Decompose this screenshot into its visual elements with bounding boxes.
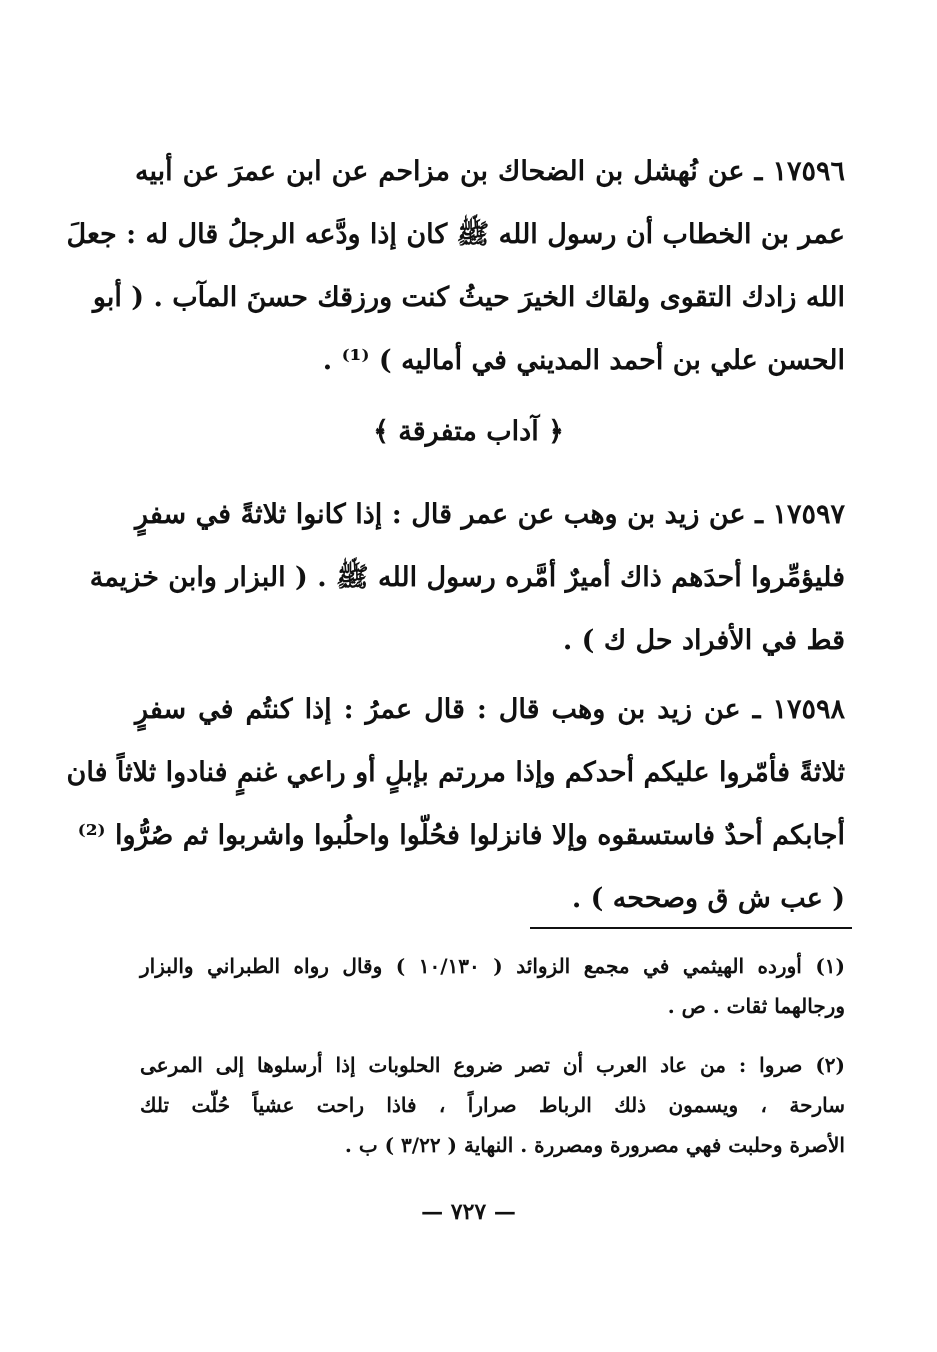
hadith-17596 bbox=[66, 140, 845, 392]
text-line: عمر بن الخطاب أن رسول الله ﷺ كان إذا ودَّعه الرجلُ قال له : جعلَ bbox=[66, 219, 845, 250]
footnote-line: ورجالهما ثقات . ص . bbox=[667, 994, 845, 1018]
text-line: فليؤمِّروا أحدَهم ذاك أميرٌ أمَّره رسول الله ﷺ . ( البزار وابن خزيمة bbox=[89, 562, 845, 593]
text-line: الحسن علي بن أحمد المديني في أماليه ) ⁽¹⁾ . bbox=[322, 345, 845, 376]
footnote-1 bbox=[140, 946, 845, 1026]
footnote-line: سارحة ، ويسمون ذلك الرباط صراراً ، فاذا راحت عشياً حُلّت تلك bbox=[140, 1093, 845, 1117]
text-line: أجابكم أحدٌ فاستسقوه وإلا فانزلوا فحُلّوا واحلُبوا واشربوا ثم صُرُّوا ⁽²⁾ bbox=[77, 820, 845, 851]
text-line: ( عب ش ق وصححه ) . bbox=[571, 883, 845, 914]
hadith-17597 bbox=[89, 483, 845, 672]
footnote-line: الأصرة وحلبت فهي مصرورة ومصررة . النهاية ( ٣/٢٢ ) ب . bbox=[344, 1133, 845, 1157]
page-number: — ٧٢٧ — bbox=[421, 1199, 516, 1225]
footnote-divider bbox=[530, 927, 852, 929]
section-heading: ﴿ آداب متفرقة ﴾ bbox=[373, 416, 564, 447]
footnote-line: (٢) صروا : من عاد العرب أن تصر ضروع الحلوبات إذا أرسلوها إلى المرعى bbox=[140, 1053, 845, 1077]
text-line: ١٧٥٩٨ ـ عن زيد بن وهب قال : قال عمرُ : إذا كنتُم في سفرٍ bbox=[135, 694, 845, 725]
hadith-17598 bbox=[66, 678, 845, 930]
text-line: ثلاثةً فأمّروا عليكم أحدكم وإذا مررتم بإبلٍ أو راعي غنمٍ فنادوا ثلاثاً فان bbox=[66, 757, 845, 788]
text-line: قط في الأفراد حل ك ) . bbox=[562, 625, 845, 656]
footnote-line: (١) أورده الهيثمي في مجمع الزوائد ( ١٠/١٣٠ ) وقال رواه الطبراني والبزار bbox=[140, 954, 845, 978]
text-line: ١٧٥٩٦ ـ عن نُهشل بن الضحاك بن مزاحم عن ابن عمرَ عن أبيه bbox=[135, 156, 845, 187]
footnote-2 bbox=[140, 1045, 845, 1165]
text-line: الله زادك التقوى ولقاك الخيرَ حيثُ كنت ورزقك حسنَ المآب . ( أبو bbox=[92, 282, 845, 313]
text-line: ١٧٥٩٧ ـ عن زيد بن وهب عن عمر قال : إذا كانوا ثلاثةً في سفرٍ bbox=[135, 499, 845, 530]
